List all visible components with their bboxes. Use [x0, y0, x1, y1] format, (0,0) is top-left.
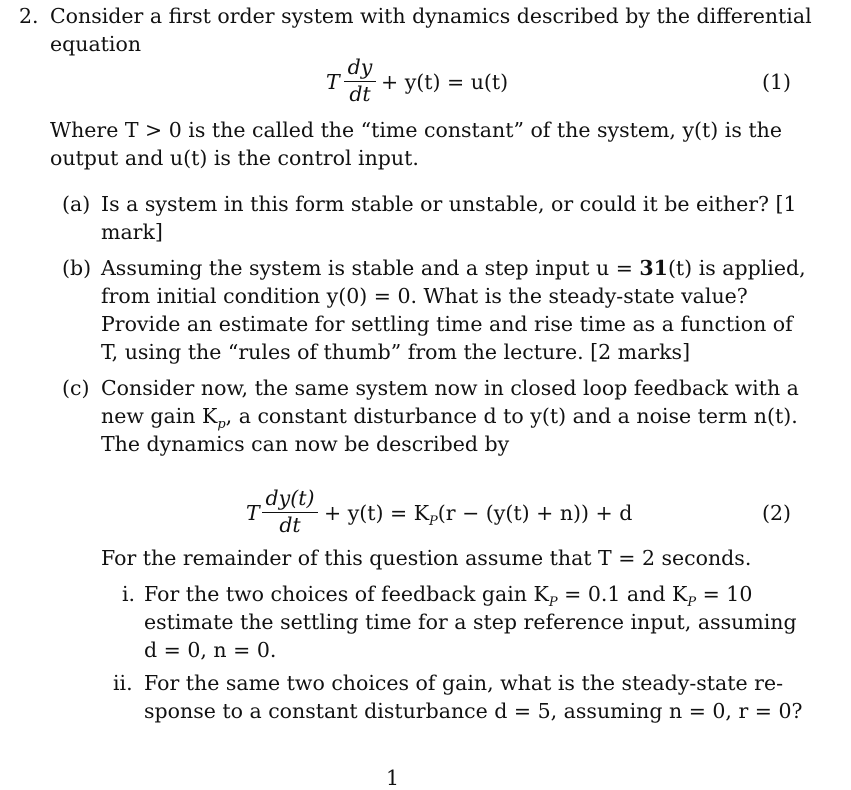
subpart-i-line-3: d = 0, n = 0. [144, 638, 277, 662]
part-c-line-2 [101, 404, 798, 432]
question-number: 2. [19, 4, 39, 28]
where-line-2: output and u(t) is the control input. [50, 146, 419, 170]
part-c-line-1: Consider now, the same system now in closed loop feedback with a [101, 376, 799, 400]
gain-subscript-1: P [548, 595, 558, 610]
part-a-line-2: mark] [101, 220, 163, 244]
subpart-i-label: i. [122, 582, 136, 606]
page-number: 1 [386, 766, 400, 790]
gain-subscript: p [217, 417, 226, 432]
part-b-line-1-start: Assuming the system is stable and a step input u = [101, 256, 640, 280]
part-b-line-3: Provide an estimate for settling time and rise time as a function of [101, 312, 793, 336]
eq1-label: (1) [762, 70, 792, 94]
remainder-text: For the remainder of this question assume that T = 2 seconds. [101, 546, 752, 570]
gain-subscript-2: P [687, 595, 697, 610]
subpart-i-line-1-start: For the two choices of feedback gain K [144, 582, 549, 606]
eq1-T: T [326, 70, 340, 94]
subpart-ii-line-1: For the same two choices of gain, what is the steady-state re- [144, 671, 784, 695]
part-c-line-3: The dynamics can now be described by [101, 432, 510, 456]
part-c-line-2-end: , a constant disturbance d to y(t) and a noise term n(t). [225, 404, 798, 428]
subpart-i-line-1-mid: = 0.1 and K [557, 582, 688, 606]
eq2-rhs [324, 501, 633, 529]
eq2-T: T [246, 501, 260, 525]
eq1-numerator: dy [347, 55, 373, 79]
subpart-ii-line-2: sponse to a constant disturbance d = 5, assuming n = 0, r = 0? [144, 699, 803, 723]
subpart-ii-label: ii. [113, 671, 133, 695]
eq1-fraction [344, 57, 376, 104]
intro-line-2: equation [50, 32, 142, 56]
part-b-line-4: T, using the “rules of thumb” from the lecture. [2 marks] [101, 340, 691, 364]
subpart-i-line-1-end: = 10 [696, 582, 753, 606]
eq1-rhs: + y(t) = u(t) [381, 70, 509, 94]
part-b-line-2: from initial condition y(0) = 0. What is the steady-state value? [101, 284, 748, 308]
where-line-1: Where T > 0 is the called the “time constant” of the system, y(t) is the [50, 118, 782, 142]
eq2-rhs-start: + y(t) = K [324, 501, 430, 525]
eq1-denominator: dt [349, 81, 371, 106]
subpart-i-line-2: estimate the settling time for a step reference input, assuming [144, 610, 797, 634]
eq2-fraction [262, 488, 318, 535]
eq2-rhs-end: (r − (y(t) + n)) + d [437, 501, 633, 525]
part-a-label: (a) [62, 192, 91, 216]
part-b-label: (b) [62, 256, 92, 280]
eq2-denominator: dt [279, 512, 301, 537]
eq2-numerator: dy(t) [265, 486, 315, 510]
eq2-gain-subscript: P [429, 514, 438, 529]
step-symbol: 31 [639, 256, 668, 280]
part-c-line-2-start: new gain K [101, 404, 218, 428]
subpart-i-line-1 [144, 582, 753, 610]
intro-line-1: Consider a first order system with dynamics described by the differential [50, 4, 812, 28]
part-c-label: (c) [62, 376, 90, 400]
part-b-line-1 [101, 258, 806, 279]
part-a-line-1: Is a system in this form stable or unstable, or could it be either? [1 [101, 192, 797, 216]
eq2-label: (2) [762, 501, 792, 525]
part-b-line-1-end: (t) is applied, [667, 256, 806, 280]
